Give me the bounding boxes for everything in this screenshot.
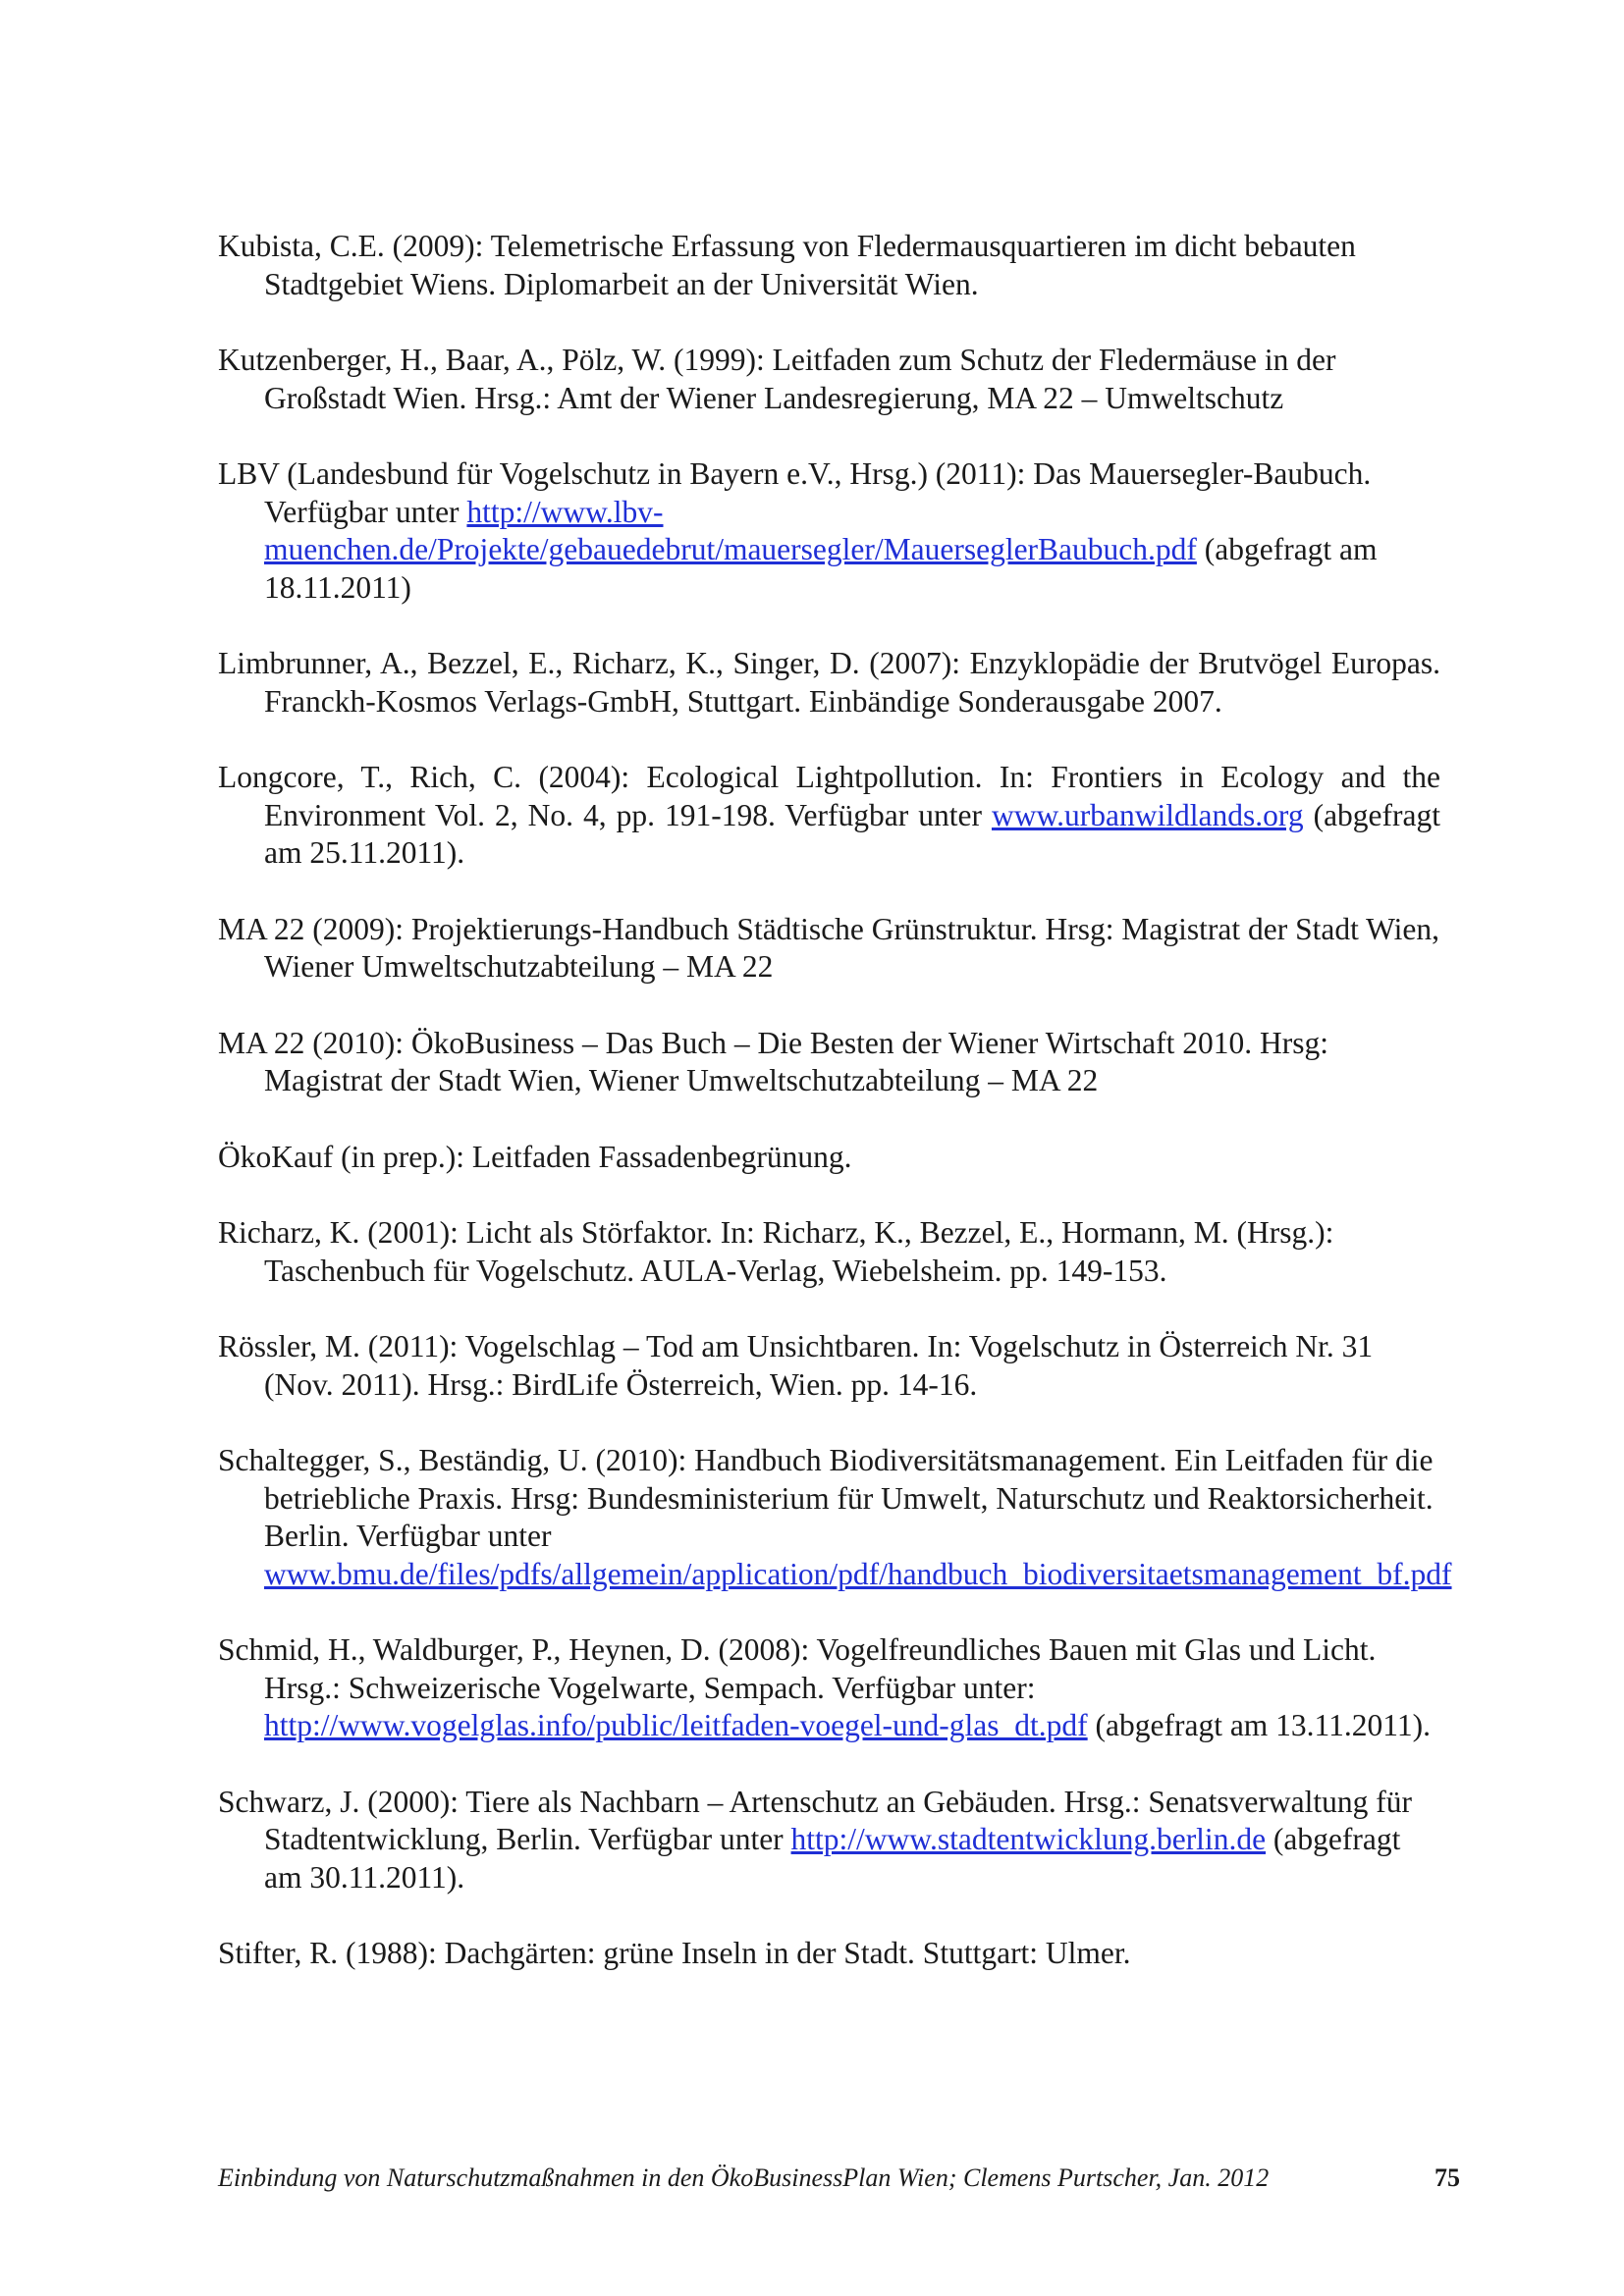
reference-text: (abgefragt am 13.11.2011). — [1087, 1708, 1431, 1742]
reference-text: Schmid, H., Waldburger, P., Heynen, D. (2008): Vogelfreundliches Bauen mit Glas und Licht. Hrsg.: Schweizerische Vogelwarte, Sempach. Verfügbar unter: — [218, 1632, 1377, 1705]
reference-text: Limbrunner, A., Bezzel, E., Richarz, K., Singer, D. (2007): Enzyklopädie der Brutvögel Europas. Franckh-Kosmos Verlags-GmbH, Stuttgart. Einbändige Sonderausgabe 2007. — [218, 646, 1440, 719]
reference-ma22-2009 — [218, 911, 1440, 987]
reference-text: LBV (Landesbund für Vogelschutz in Bayern e.V., Hrsg.) (2011): Das Mauersegler-Baubuch. Verfügbar unter — [218, 456, 1372, 529]
reference-roessler-2011 — [218, 1328, 1440, 1404]
page-number: 75 — [1435, 2163, 1460, 2192]
reference-link-lbv[interactable]: http://www.lbv-muenchen.de/Projekte/gebauedebrut/mauersegler/MauerseglerBaubuch.pdf — [264, 494, 1197, 566]
reference-text: Kutzenberger, H., Baar, A., Pölz, W. (1999): Leitfaden zum Schutz der Fledermäuse in der Großstadt Wien. Hrsg.: Amt der Wiener Landesregierung, MA 22 – Umweltschutz — [218, 343, 1336, 415]
reference-lbv-2011 — [218, 455, 1440, 607]
reference-kubista-2009 — [218, 228, 1440, 303]
reference-text: Rössler, M. (2011): Vogelschlag – Tod am Unsichtbaren. In: Vogelschutz in Österreich Nr. 31 (Nov. 2011). Hrsg.: BirdLife Österreich, Wien. pp. 14-16. — [218, 1329, 1374, 1402]
reference-longcore-2004 — [218, 759, 1440, 873]
reference-link-urbanwildlands[interactable]: www.urbanwildlands.org — [991, 797, 1304, 832]
reference-schwarz-2000 — [218, 1784, 1440, 1897]
reference-stifter-1988 — [218, 1935, 1440, 1973]
reference-text: Richarz, K. (2001): Licht als Störfaktor. In: Richarz, K., Bezzel, E., Hormann, M. (Hrsg.): Taschenbuch für Vogelschutz. AULA-Verlag, Wiebelsheim. pp. 149-153. — [218, 1215, 1334, 1288]
reference-link-vogelglas[interactable]: http://www.vogelglas.info/public/leitfaden-voegel-und-glas_dt.pdf — [264, 1708, 1088, 1742]
reference-text: MA 22 (2010): ÖkoBusiness – Das Buch – Die Besten der Wiener Wirtschaft 2010. Hrsg: Magistrat der Stadt Wien, Wiener Umweltschutzabteilung – MA 22 — [218, 1025, 1329, 1097]
reference-link-stadtentwicklung[interactable]: http://www.stadtentwicklung.berlin.de — [790, 1822, 1267, 1856]
reference-kutzenberger-1999 — [218, 342, 1440, 417]
reference-text: MA 22 (2009): Projektierungs-Handbuch Städtische Grünstruktur. Hrsg: Magistrat der Stadt Wien, Wiener Umweltschutzabteilung – MA 22 — [218, 911, 1439, 984]
reference-text: Schwarz, J. (2000): Tiere als Nachbarn – Artenschutz an Gebäuden. Hrsg.: Senatsverwaltung für Stadtentwicklung, Berlin. Verfügbar unter — [218, 1784, 1412, 1856]
reference-text: (abgefragt am 25.11.2011). — [264, 797, 1440, 870]
reference-oekokauf — [218, 1139, 1440, 1177]
reference-text: Stifter, R. (1988): Dachgärten: grüne Inseln in der Stadt. Stuttgart: Ulmer. — [218, 1936, 1131, 1970]
reference-limbrunner-2007 — [218, 645, 1440, 721]
page-footer — [218, 2162, 1460, 2195]
reference-text: Schaltegger, S., Beständig, U. (2010): Handbuch Biodiversitätsmanagement. Ein Leitfaden für die betriebliche Praxis. Hrsg: Bundesministerium für Umwelt, Naturschutz und Reaktorsicherheit. Berlin. Verfügbar unter — [218, 1443, 1434, 1553]
reference-text: (abgefragt am 30.11.2011). — [264, 1822, 1401, 1895]
reference-text: (abgefragt am 18.11.2011) — [264, 532, 1378, 605]
reference-list — [218, 228, 1452, 2011]
reference-text: ÖkoKauf (in prep.): Leitfaden Fassadenbegrünung. — [218, 1139, 852, 1174]
reference-ma22-2010 — [218, 1025, 1440, 1100]
reference-text: Kubista, C.E. (2009): Telemetrische Erfassung von Fledermausquartieren im dicht bebauten Stadtgebiet Wiens. Diplomarbeit an der Universität Wien. — [218, 229, 1356, 301]
footer-text: Einbindung von Naturschutzmaßnahmen in den ÖkoBusinessPlan Wien; Clemens Purtscher, Jan. 2012 — [218, 2163, 1270, 2192]
reference-richarz-2001 — [218, 1214, 1440, 1290]
reference-schmid-2008 — [218, 1631, 1440, 1745]
reference-link-bmu[interactable]: www.bmu.de/files/pdfs/allgemein/application/pdf/handbuch_biodiversitaetsmanagement_bf.pdf — [264, 1556, 1452, 1591]
reference-text: Longcore, T., Rich, C. (2004): Ecological Lightpollution. In: Frontiers in Ecology and the Environment Vol. 2, No. 4, pp. 191-198. Verfügbar unter — [218, 760, 1440, 832]
reference-schaltegger-2010 — [218, 1442, 1452, 1593]
